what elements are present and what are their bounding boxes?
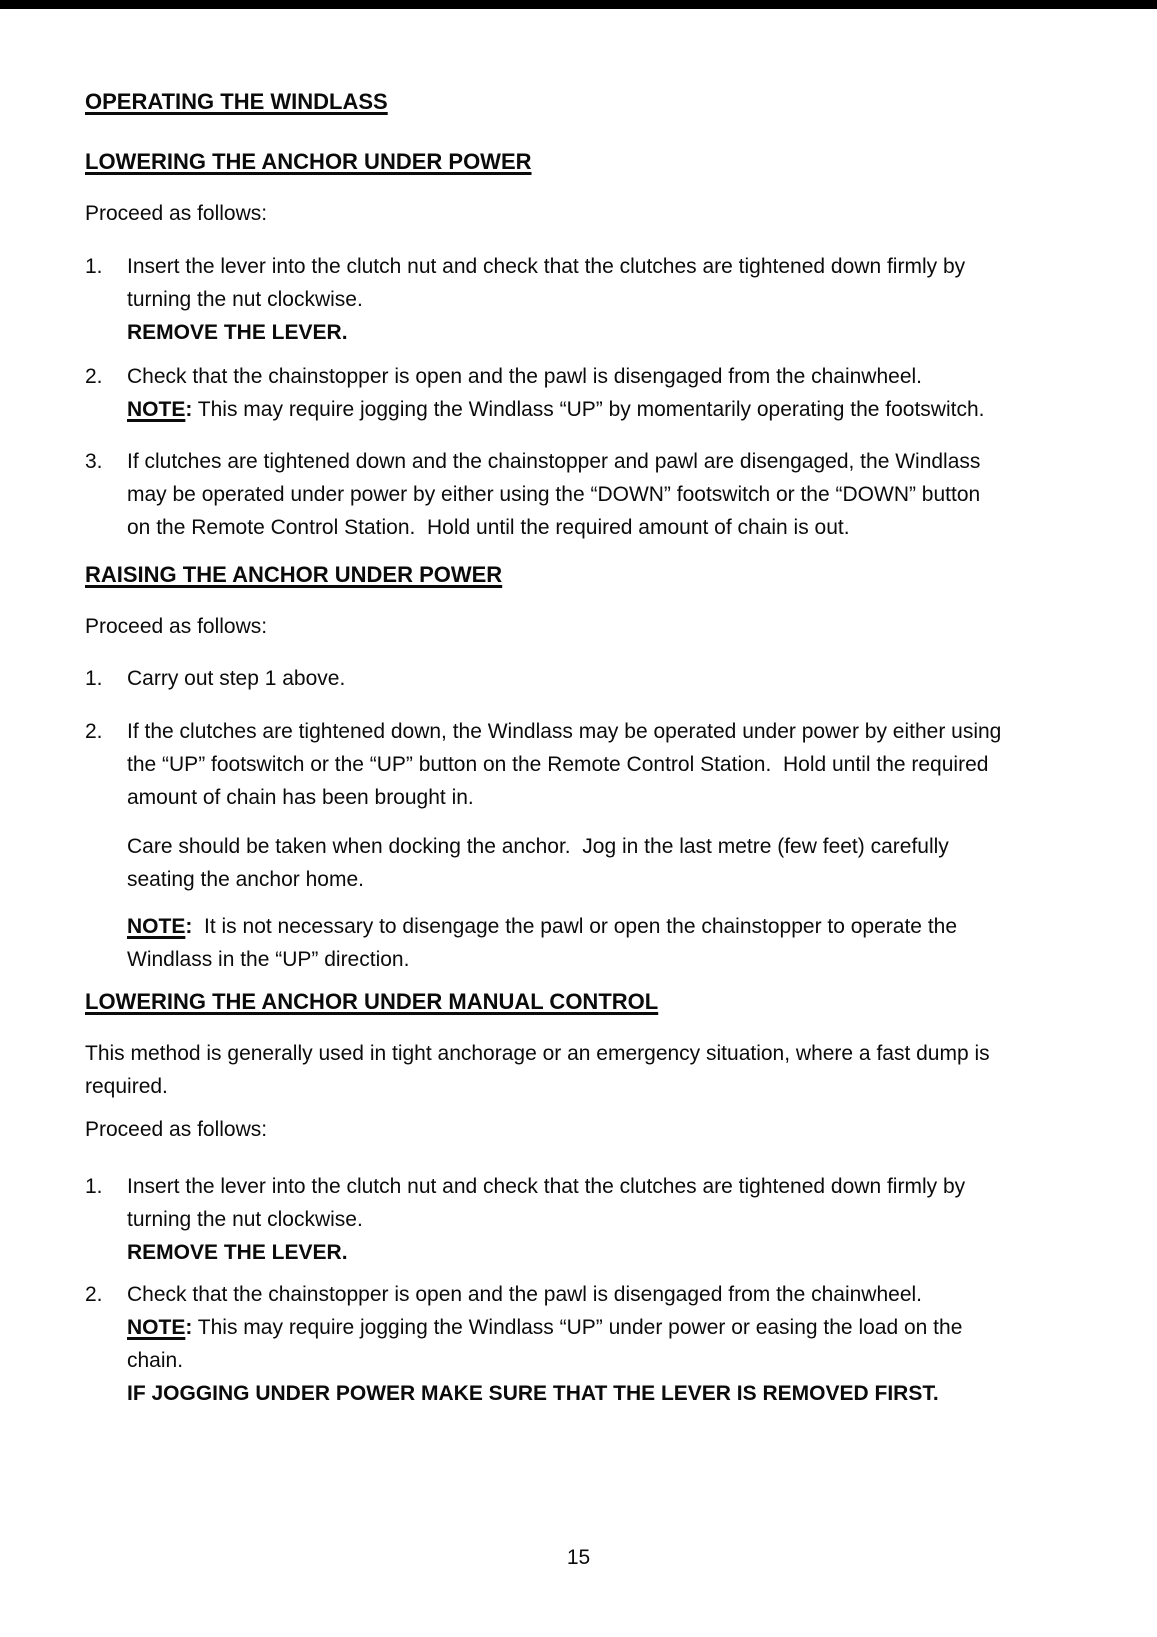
paragraph-note [85, 910, 1085, 976]
text-line: Care should be taken when docking the anchor. Jog in the last metre (few feet) carefully [127, 835, 949, 858]
text-line: turning the nut clockwise. [127, 288, 363, 311]
item-number: 3. [85, 450, 103, 473]
note-text: This may require jogging the Windlass “UP” by momentarily operating the footswitch. [192, 398, 985, 421]
paragraph-intro: Proceed as follows: [85, 615, 268, 638]
text-line: on the Remote Control Station. Hold until the required amount of chain is out. [127, 516, 850, 539]
list-item [85, 1170, 1085, 1269]
section-heading-lowering-manual: LOWERING THE ANCHOR UNDER MANUAL CONTROL [85, 989, 659, 1014]
text-line-bold: REMOVE THE LEVER. [127, 1241, 348, 1264]
item-number: 2. [85, 1283, 103, 1306]
document-title: OPERATING THE WINDLASS [85, 89, 388, 114]
paragraph-intro: Proceed as follows: [85, 202, 268, 225]
text-line: Windlass in the “UP” direction. [127, 948, 410, 971]
text-line: required. [85, 1075, 168, 1098]
page-number: 15 [566, 1546, 591, 1569]
page-content [85, 85, 1085, 1410]
note-line [127, 1311, 1085, 1344]
note-colon: : [185, 915, 193, 938]
note-label: NOTE [127, 915, 186, 938]
text-line: the “UP” footswitch or the “UP” button on the Remote Control Station. Hold until the required [127, 753, 989, 776]
text-line: Check that the chainstopper is open and the pawl is disengaged from the chainwheel. [127, 365, 923, 388]
item-number: 2. [85, 365, 103, 388]
note-text: It is not necessary to disengage the pawl or open the chainstopper to operate the [192, 915, 958, 938]
note-line [127, 910, 1085, 943]
text-line-bold: REMOVE THE LEVER. [127, 321, 348, 344]
text-line: seating the anchor home. [127, 868, 364, 891]
text-line-bold: IF JOGGING UNDER POWER MAKE SURE THAT THE LEVER IS REMOVED FIRST. [127, 1382, 939, 1405]
text-line: If clutches are tightened down and the chainstopper and pawl are disengaged, the Windlass [127, 450, 981, 473]
text-line: chain. [127, 1349, 184, 1372]
paragraph-care [85, 830, 1085, 896]
item-number: 1. [85, 667, 103, 690]
note-colon: : [185, 1316, 193, 1339]
note-colon: : [185, 398, 193, 421]
item-number: 1. [85, 255, 103, 278]
list-item [85, 1278, 1085, 1410]
list-item [85, 360, 1085, 426]
paragraph-method [85, 1037, 1085, 1103]
text-line: turning the nut clockwise. [127, 1208, 363, 1231]
text-line: Insert the lever into the clutch nut and check that the clutches are tightened down firmly by [127, 1175, 966, 1198]
note-label: NOTE [127, 398, 186, 421]
text-line: If the clutches are tightened down, the Windlass may be operated under power by either using [127, 720, 1002, 743]
item-number: 2. [85, 720, 103, 743]
text-line: Check that the chainstopper is open and the pawl is disengaged from the chainwheel. [127, 1283, 923, 1306]
text-line: This method is generally used in tight anchorage or an emergency situation, where a fast dump is [85, 1042, 990, 1065]
text-line: Insert the lever into the clutch nut and check that the clutches are tightened down firmly by [127, 255, 966, 278]
note-label: NOTE [127, 1316, 186, 1339]
item-number: 1. [85, 1175, 103, 1198]
list-item [85, 445, 1085, 544]
note-line [127, 393, 1085, 426]
text-line: Carry out step 1 above. [127, 667, 346, 690]
paragraph-intro: Proceed as follows: [85, 1118, 268, 1141]
scan-edge-bar [0, 0, 1157, 9]
section-heading-raising-power: RAISING THE ANCHOR UNDER POWER [85, 562, 503, 587]
text-line: may be operated under power by either using the “DOWN” footswitch or the “DOWN” button [127, 483, 981, 506]
list-item [85, 662, 1085, 695]
list-item [85, 715, 1085, 814]
list-item [85, 250, 1085, 349]
section-heading-lowering-power: LOWERING THE ANCHOR UNDER POWER [85, 149, 532, 174]
note-text: This may require jogging the Windlass “UP” under power or easing the load on the [192, 1316, 963, 1339]
text-line: amount of chain has been brought in. [127, 786, 474, 809]
